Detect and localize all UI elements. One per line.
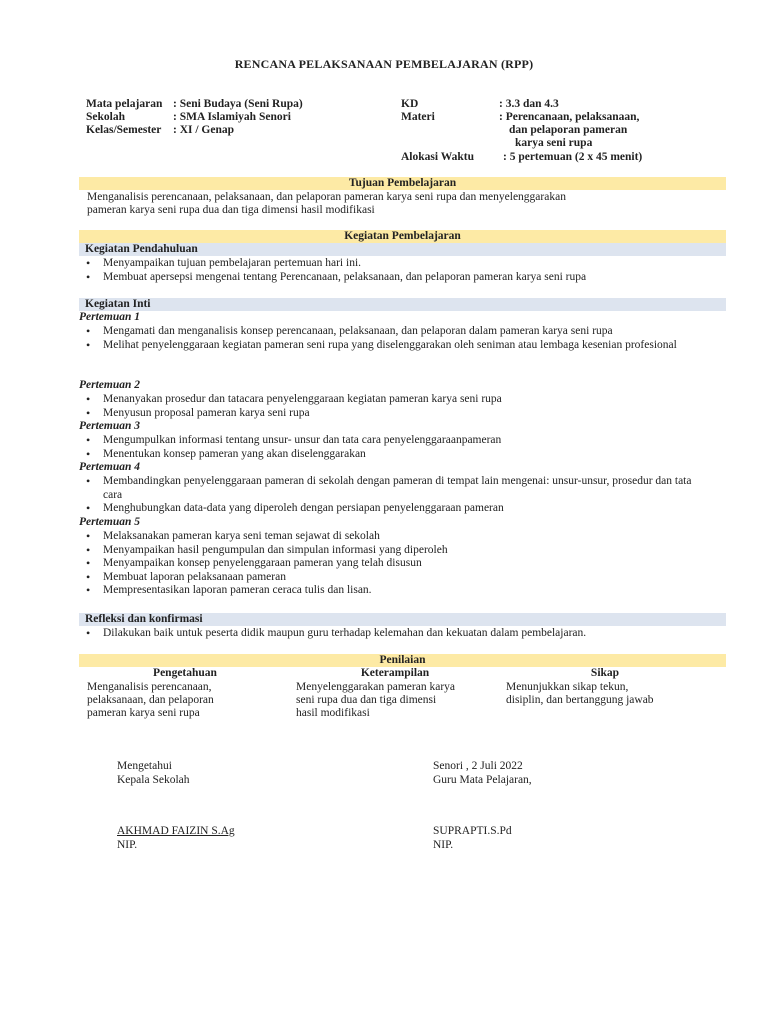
pengetahuan-line: pelaksanaan, dan pelaporan	[87, 694, 214, 706]
list-item: • Menyampaikan tujuan pembelajaran pertemuan hari ini.	[84, 257, 710, 271]
pertemuan-4-label: Pertemuan 4	[79, 461, 141, 473]
sekolah-label: Sekolah	[86, 111, 125, 123]
list-item: • Mengamati dan menganalisis konsep perencanaan, pelaksanaan, dan pelaporan dalam pameran karya seni rupa	[84, 325, 710, 339]
sikap-cell	[506, 681, 716, 707]
list-item: • Menghubungkan data-data yang diperoleh dengan persiapan penyelenggaraan pameran	[84, 502, 710, 516]
kepala-sekolah-name: AKHMAD FAIZIN S.Ag	[117, 825, 235, 837]
pengetahuan-cell	[87, 681, 287, 720]
pertemuan-2-list	[84, 393, 710, 420]
list-item: • Dilakukan baik untuk peserta didik maupun guru terhadap kelemahan dan kekuatan dalam pembelajaran.	[84, 627, 710, 641]
signature-right	[433, 759, 532, 787]
pertemuan-3-label: Pertemuan 3	[79, 420, 141, 432]
materi-line-2: dan pelaporan pameran	[509, 124, 628, 136]
list-item: • Menanyakan prosedur dan tatacara penyelenggaraan kegiatan pameran karya seni rupa	[84, 393, 710, 407]
pengetahuan-line: Menganalisis perencanaan,	[87, 681, 212, 693]
list-item: • Menyampaikan konsep penyelenggaraan pameran yang telah disusun	[84, 557, 710, 571]
sikap-heading: Sikap	[590, 667, 620, 679]
tujuan-line-2: pameran karya seni rupa dua dan tiga dimensi hasil modifikasi	[87, 204, 375, 216]
inti-heading: Kegiatan Inti	[85, 298, 151, 310]
pertemuan-4-list	[84, 475, 710, 516]
sikap-line: disiplin, dan bertanggung jawab	[506, 694, 654, 706]
pertemuan-2-label: Pertemuan 2	[79, 379, 141, 391]
keterampilan-line: seni rupa dua dan tiga dimensi	[296, 694, 437, 706]
refleksi-heading: Refleksi dan konfirmasi	[85, 613, 203, 625]
pendahuluan-heading: Kegiatan Pendahuluan	[85, 243, 198, 255]
kd-value: : 3.3 dan 4.3	[499, 98, 559, 110]
kelas-value: : XI / Genap	[173, 124, 235, 136]
mengetahui-text: Mengetahui	[117, 760, 172, 772]
tujuan-text	[87, 191, 717, 217]
sikap-line: Menunjukkan sikap tekun,	[506, 681, 629, 693]
alokasi-value: : 5 pertemuan (2 x 45 menit)	[503, 151, 643, 163]
mapel-value: : Seni Budaya (Seni Rupa)	[173, 98, 303, 110]
list-item: • Menyusun proposal pameran karya seni rupa	[84, 407, 710, 421]
sekolah-value: : SMA Islamiyah Senori	[173, 111, 291, 123]
pertemuan-5-list	[84, 530, 710, 598]
kepala-sekolah-nip: NIP.	[117, 839, 138, 851]
inti-heading-bar	[79, 298, 726, 311]
list-item: • Menentukan konsep pameran yang akan diselenggarakan	[84, 448, 710, 462]
tujuan-heading-bar	[79, 177, 726, 190]
keterampilan-heading: Keterampilan	[360, 667, 430, 679]
page-title: RENCANA PELAKSANAAN PEMBELAJARAN (RPP)	[234, 57, 534, 71]
pendahuluan-list	[84, 257, 710, 284]
list-item: • Membuat laporan pelaksanaan pameran	[84, 571, 710, 585]
materi-line-3: karya seni rupa	[515, 137, 593, 149]
refleksi-list	[84, 627, 710, 641]
list-item: • Menyampaikan hasil pengumpulan dan simpulan informasi yang diperoleh	[84, 544, 710, 558]
pengetahuan-heading: Pengetahuan	[153, 667, 217, 679]
penilaian-heading-bar	[79, 654, 726, 667]
mapel-label: Mata pelajaran	[86, 98, 163, 110]
list-item: • Membandingkan penyelenggaraan pameran di sekolah dengan pameran di tempat lain mengenai: unsur-unsur, prosedur dan tata cara	[84, 475, 710, 502]
pertemuan-3-list	[84, 434, 710, 461]
signature-left	[117, 759, 190, 787]
alokasi-label: Alokasi Waktu	[401, 151, 474, 163]
kegiatan-heading: Kegiatan Pembelajaran	[344, 230, 461, 242]
keterampilan-line: Menyelenggarakan pameran karya	[296, 681, 456, 693]
list-item: • Melaksanakan pameran karya seni teman sejawat di sekolah	[84, 530, 710, 544]
keterampilan-line: hasil modifikasi	[296, 707, 370, 719]
list-item: • Mempresentasikan laporan pameran ceraca tulis dan lisan.	[84, 584, 710, 598]
guru-name: SUPRAPTI.S.Pd	[433, 825, 512, 837]
refleksi-heading-bar	[79, 613, 726, 626]
place-date-text: Senori , 2 Juli 2022	[433, 760, 523, 772]
materi-line-1: : Perencanaan, pelaksanaan,	[499, 111, 640, 123]
materi-label: Materi	[401, 111, 435, 123]
penilaian-heading: Penilaian	[379, 654, 426, 666]
kelas-label: Kelas/Semester	[86, 124, 162, 136]
pertemuan-1-label: Pertemuan 1	[79, 311, 141, 323]
guru-nip: NIP.	[433, 839, 454, 851]
keterampilan-cell	[296, 681, 501, 720]
kegiatan-heading-bar	[79, 230, 726, 243]
list-item: • Mengumpulkan informasi tentang unsur- unsur dan tata cara penyelenggaraanpameran	[84, 434, 710, 448]
list-item: • Melihat penyelenggaraan kegiatan pameran seni rupa yang diselenggarakan oleh seniman atau lembaga kesenian profesional	[84, 339, 710, 353]
pendahuluan-heading-bar	[79, 243, 726, 256]
tujuan-heading: Tujuan Pembelajaran	[348, 177, 457, 189]
list-item: • Membuat apersepsi mengenai tentang Perencanaan, pelaksanaan, dan pelaporan pameran karya seni rupa	[84, 271, 710, 285]
guru-mapel-text: Guru Mata Pelajaran,	[433, 774, 532, 786]
kd-label: KD	[401, 98, 419, 110]
pengetahuan-line: pameran karya seni rupa	[87, 707, 200, 719]
pertemuan-5-label: Pertemuan 5	[79, 516, 141, 528]
pertemuan-1-list	[84, 325, 710, 352]
kepala-sekolah-text: Kepala Sekolah	[117, 774, 190, 786]
tujuan-line-1: Menganalisis perencanaan, pelaksanaan, dan pelaporan pameran karya seni rupa dan menyelenggarakan	[87, 191, 566, 203]
